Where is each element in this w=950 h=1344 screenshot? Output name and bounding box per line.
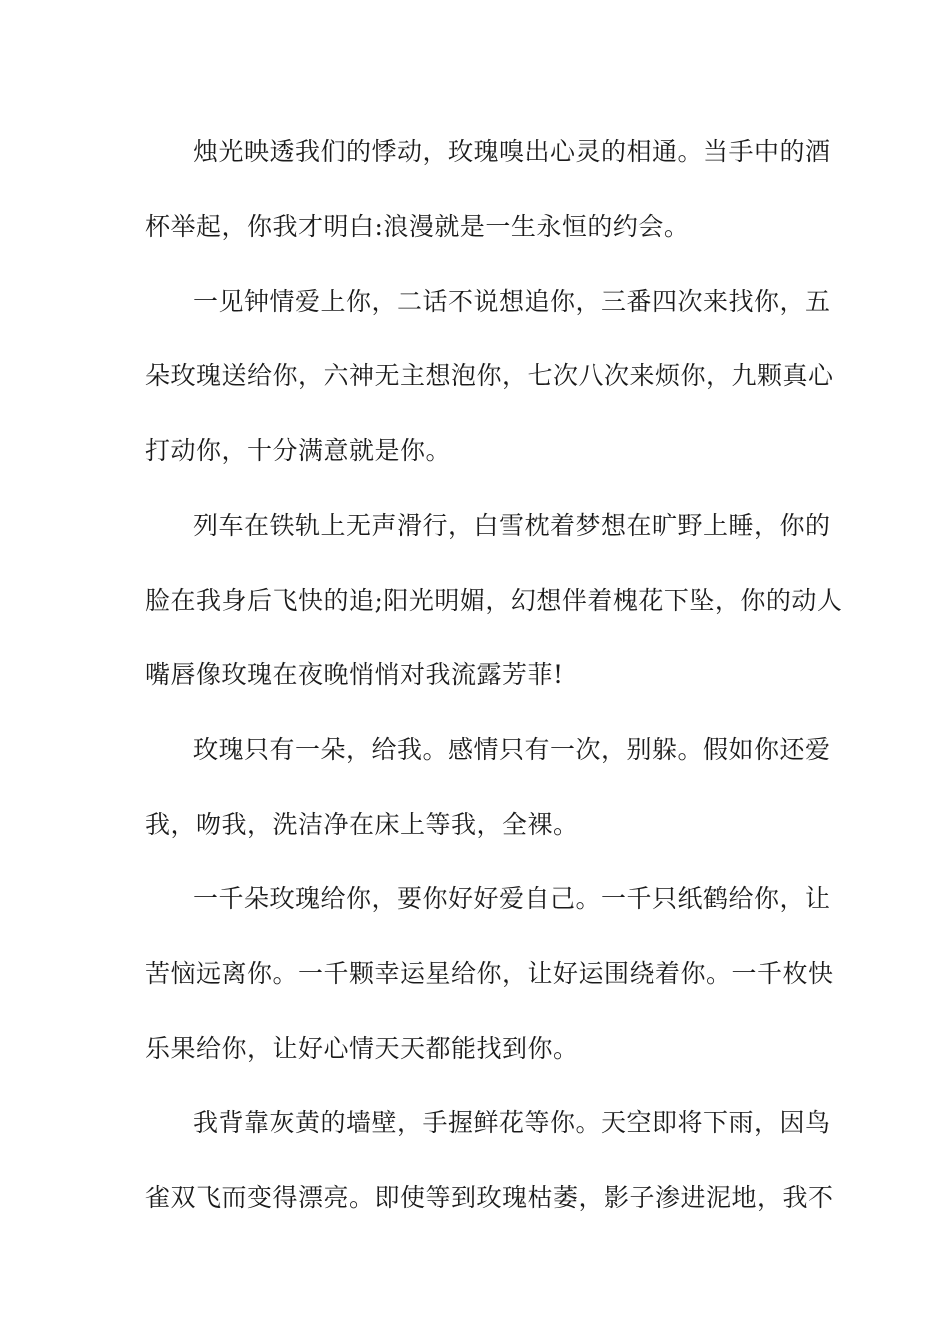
paragraph-5-line-3: 乐果给你，让好心情天天都能找到你。 [145,1034,579,1063]
paragraph-3-line-1: 列车在铁轨上无声滑行，白雪枕着梦想在旷野上睡，你的 [193,511,831,540]
paragraph-1-line-2: 杯举起，你我才明白:浪漫就是一生永恒的约会。 [145,212,690,241]
paragraph-1-line-1: 烛光映透我们的悸动，玫瑰嗅出心灵的相通。当手中的酒 [193,137,831,166]
paragraph-2-line-1: 一见钟情爱上你，二话不说想追你，三番四次来找你，五 [193,287,831,316]
paragraph-5-line-2: 苦恼远离你。一千颗幸运星给你，让好运围绕着你。一千枚快 [145,959,834,988]
paragraph-2-line-2: 朵玫瑰送给你，六神无主想泡你，七次八次来烦你，九颗真心 [145,361,834,390]
paragraph-4-line-1: 玫瑰只有一朵，给我。感情只有一次，别躲。假如你还爱 [193,735,831,764]
paragraph-3-line-3: 嘴唇像玫瑰在夜晚悄悄对我流露芳菲! [145,660,564,689]
paragraph-5-line-1: 一千朵玫瑰给你，要你好好爱自己。一千只纸鹤给你，让 [193,884,831,913]
paragraph-2-line-3: 打动你，十分满意就是你。 [145,436,452,465]
paragraph-3-line-2: 脸在我身后飞快的追;阳光明媚，幻想伴着槐花下坠，你的动人 [145,586,843,615]
paragraph-6-line-1: 我背靠灰黄的墙壁，手握鲜花等你。天空即将下雨，因鸟 [193,1108,831,1137]
paragraph-6-line-2: 雀双飞而变得漂亮。即使等到玫瑰枯萎，影子渗进泥地，我不 [145,1183,834,1212]
paragraph-4-line-2: 我，吻我，洗洁净在床上等我，全裸。 [145,810,579,839]
